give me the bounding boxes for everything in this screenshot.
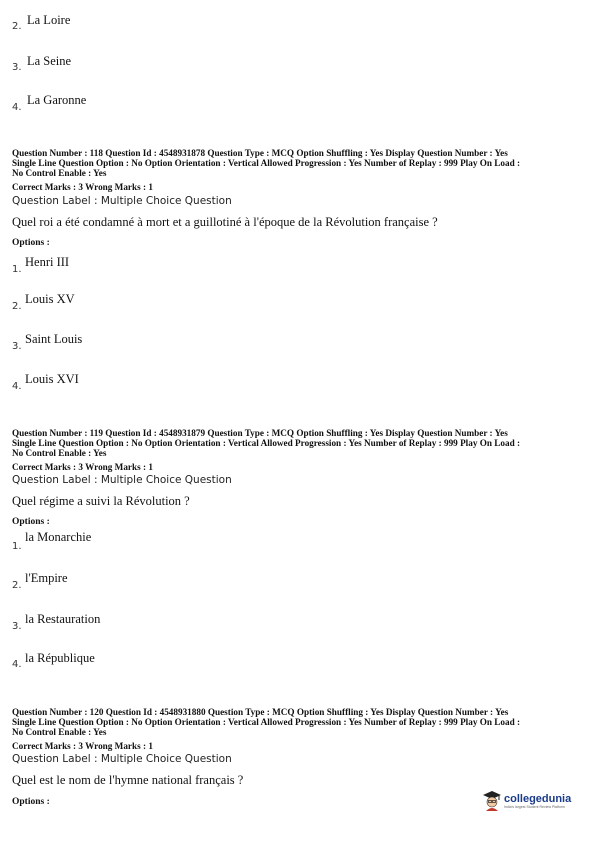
options-heading: Options : [12, 517, 50, 527]
option-number: 3. [12, 341, 22, 352]
question-marks: Correct Marks : 3 Wrong Marks : 1 [12, 741, 153, 751]
question-text: Quel roi a été condamné à mort et a guillotiné à l'époque de la Révolution française ? [12, 215, 438, 229]
question-label: Question Label : Multiple Choice Question [12, 195, 232, 207]
question-marks: Correct Marks : 3 Wrong Marks : 1 [12, 182, 153, 192]
question-marks: Correct Marks : 3 Wrong Marks : 1 [12, 462, 153, 472]
question-meta-line: Single Line Question Option : No Option Orientation : Vertical Allowed Progression : Yes Number of Replay : 999 Play On Load : [12, 438, 521, 448]
option-number: 2. [12, 21, 22, 32]
option-number: 4. [12, 381, 22, 392]
question-meta-line: Single Line Question Option : No Option Orientation : Vertical Allowed Progression : Yes Number of Replay : 999 Play On Load : [12, 717, 521, 727]
option-number: 1. [12, 264, 22, 275]
question-meta-line: Question Number : 119 Question Id : 4548931879 Question Type : MCQ Option Shuffling : Yes Display Question Number : Yes [12, 428, 508, 438]
logo-brand-text: collegedunia [504, 793, 572, 805]
option-text: Henri III [25, 255, 70, 269]
question-text: Quel régime a suivi la Révolution ? [12, 494, 190, 508]
question-meta-line: No Control Enable : Yes [12, 448, 107, 458]
question-meta-line: Question Number : 120 Question Id : 4548931880 Question Type : MCQ Option Shuffling : Yes Display Question Number : Yes [12, 707, 509, 717]
option-text: La Seine [27, 54, 72, 68]
option-text: Saint Louis [25, 332, 83, 346]
question-meta-line: Question Number : 118 Question Id : 4548931878 Question Type : MCQ Option Shuffling : Yes Display Question Number : Yes [12, 148, 508, 158]
logo-tagline: India's largest Student Review Platform [504, 805, 565, 809]
option-text: la République [25, 651, 95, 665]
option-text: la Monarchie [25, 530, 92, 544]
option-number: 4. [12, 102, 22, 113]
option-number: 2. [12, 301, 22, 312]
option-number: 1. [12, 541, 22, 552]
question-label: Question Label : Multiple Choice Question [12, 474, 232, 486]
option-text: La Loire [27, 13, 71, 27]
option-text: la Restauration [25, 612, 101, 626]
question-label: Question Label : Multiple Choice Question [12, 753, 232, 765]
option-number: 3. [12, 621, 22, 632]
question-meta-line: No Control Enable : Yes [12, 727, 107, 737]
options-heading: Options : [12, 238, 50, 248]
option-number: 2. [12, 580, 22, 591]
option-text: Louis XV [25, 292, 75, 306]
question-text: Quel est le nom de l'hymne national français ? [12, 773, 244, 787]
option-text: Louis XVI [25, 372, 79, 386]
option-text: l'Empire [25, 571, 68, 585]
option-number: 4. [12, 659, 22, 670]
collegedunia-logo [482, 790, 571, 812]
options-heading: Options : [12, 797, 50, 807]
question-meta-line: Single Line Question Option : No Option Orientation : Vertical Allowed Progression : Yes Number of Replay : 999 Play On Load : [12, 158, 521, 168]
graduate-mascot-icon [482, 790, 502, 812]
option-text: La Garonne [27, 93, 87, 107]
question-meta-line: No Control Enable : Yes [12, 168, 107, 178]
option-number: 3. [12, 62, 22, 73]
